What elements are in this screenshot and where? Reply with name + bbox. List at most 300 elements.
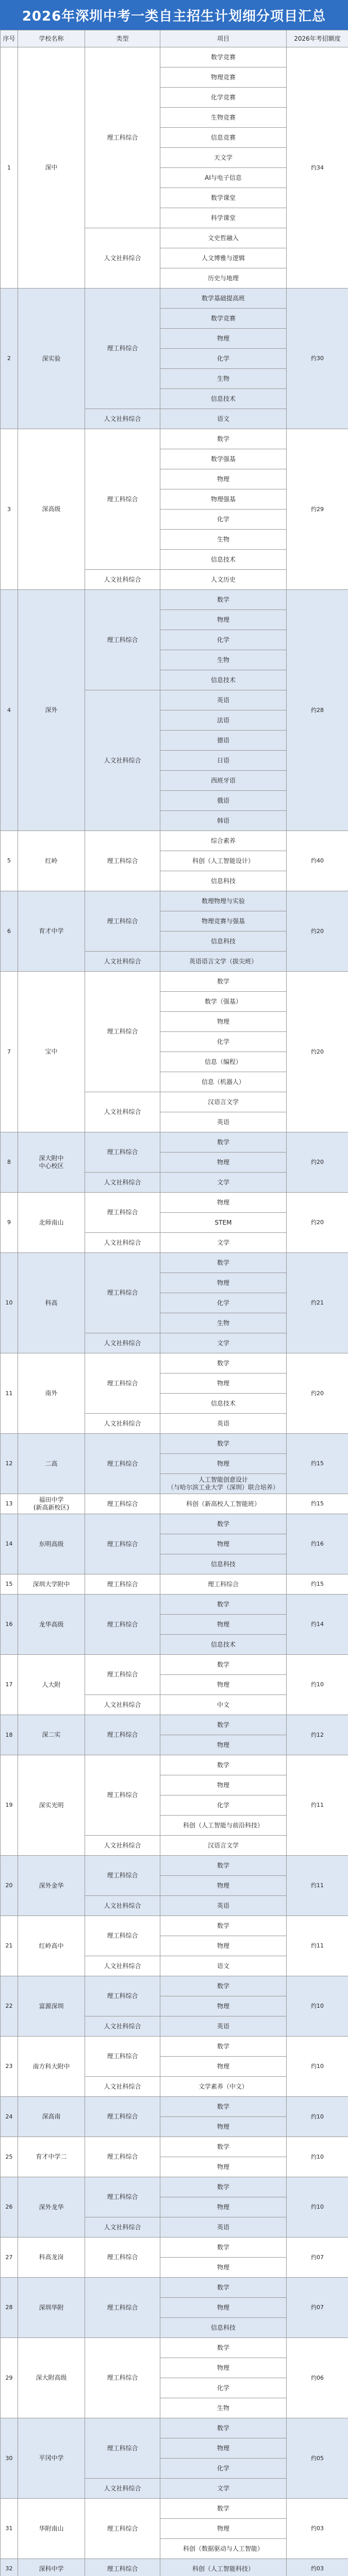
category-cell: 人文社科综合 xyxy=(85,1956,160,1976)
quota-cell: 约11 xyxy=(287,1755,348,1856)
header-row xyxy=(1,30,348,47)
item-cell: 英语 xyxy=(160,2016,287,2037)
school-name: 南外 xyxy=(18,1353,85,1434)
table-row xyxy=(1,1715,348,1735)
item-cell: 化学 xyxy=(160,349,287,369)
school-number: 30 xyxy=(1,2418,18,2499)
school-name: 南方科大附中 xyxy=(18,2037,85,2097)
table-row xyxy=(1,2499,348,2519)
category-cell: 理工科综合 xyxy=(85,1574,160,1595)
school-number: 15 xyxy=(1,1574,18,1595)
item-cell: 物理 xyxy=(160,2157,287,2177)
item-cell: 生物 xyxy=(160,1313,287,1333)
table-row xyxy=(1,2177,348,2197)
item-cell: 数学 xyxy=(160,2278,287,2298)
school-name: 科高 xyxy=(18,1253,85,1353)
category-cell: 人文社科综合 xyxy=(85,1695,160,1715)
category-cell: 理工科综合 xyxy=(85,2097,160,2137)
table-row xyxy=(1,1253,348,1273)
item-cell: 生物 xyxy=(160,369,287,389)
category-cell: 理工科综合 xyxy=(85,1514,160,1574)
item-cell: 生物 xyxy=(160,530,287,550)
item-cell: 物理 xyxy=(160,2519,287,2539)
table-row xyxy=(1,289,348,309)
item-cell: 数学 xyxy=(160,1253,287,1273)
school-name: 育才中学 xyxy=(18,891,85,972)
school-name: 华附南山 xyxy=(18,2499,85,2559)
item-cell: 科创（数据驱动与人工智能） xyxy=(160,2539,287,2559)
item-cell: 物理 xyxy=(160,1012,287,1032)
school-number: 11 xyxy=(1,1353,18,1434)
item-cell: 英语 xyxy=(160,690,287,710)
item-cell: 数学强基 xyxy=(160,449,287,469)
table-row xyxy=(1,2137,348,2157)
category-cell: 理工科综合 xyxy=(85,1132,160,1173)
table-row xyxy=(1,590,348,610)
school-number: 21 xyxy=(1,1916,18,1976)
item-cell: 物理 xyxy=(160,610,287,630)
category-cell: 理工科综合 xyxy=(85,1715,160,1755)
item-cell: 数学竞赛 xyxy=(160,309,287,329)
item-cell: 信息科技 xyxy=(160,1554,287,1574)
quota-cell: 约20 xyxy=(287,972,348,1132)
category-cell: 理工科综合 xyxy=(85,2137,160,2177)
table-row xyxy=(1,1574,348,1595)
category-cell: 人文社科综合 xyxy=(85,1233,160,1253)
item-cell: 信息竞赛 xyxy=(160,128,287,148)
item-cell: AI与电子信息 xyxy=(160,168,287,188)
item-cell: 汉语言文学 xyxy=(160,1092,287,1112)
item-cell: 信息科技 xyxy=(160,931,287,952)
item-cell: 物理 xyxy=(160,1534,287,1554)
item-cell: 化学 xyxy=(160,630,287,650)
header-no: 序号 xyxy=(1,30,18,47)
quota-cell: 约29 xyxy=(287,429,348,590)
item-cell: 科创（人工智能科技） xyxy=(160,2559,287,2576)
table-row xyxy=(1,891,348,911)
school-number: 18 xyxy=(1,1715,18,1755)
item-cell: 生物 xyxy=(160,2398,287,2418)
item-cell: 数学 xyxy=(160,2037,287,2057)
school-number: 26 xyxy=(1,2177,18,2238)
table-row xyxy=(1,1132,348,1153)
item-cell: 德语 xyxy=(160,731,287,751)
category-cell: 人文社科综合 xyxy=(85,1173,160,1193)
item-cell: 化学竞赛 xyxy=(160,88,287,108)
quota-cell: 约10 xyxy=(287,2137,348,2177)
header-quota: 2026年考招额度 xyxy=(287,30,348,47)
table-row xyxy=(1,1434,348,1454)
item-cell: 数学 xyxy=(160,1353,287,1374)
table-row xyxy=(1,1755,348,1775)
category-cell: 人文社科综合 xyxy=(85,1896,160,1916)
table-row xyxy=(1,2037,348,2057)
item-cell: 生物竞赛 xyxy=(160,108,287,128)
header-type: 类型 xyxy=(85,30,160,47)
category-cell: 理工科综合 xyxy=(85,2177,160,2217)
school-number: 13 xyxy=(1,1494,18,1514)
quota-cell: 约20 xyxy=(287,891,348,972)
quota-cell: 约10 xyxy=(287,2097,348,2137)
school-name: 红岭 xyxy=(18,831,85,891)
item-cell: 物理 xyxy=(160,1735,287,1755)
quota-cell: 约11 xyxy=(287,1916,348,1976)
quota-cell: 约30 xyxy=(287,289,348,429)
item-cell: 理工科综合 xyxy=(160,1574,287,1595)
quota-cell: 约15 xyxy=(287,1574,348,1595)
category-cell: 理工科综合 xyxy=(85,972,160,1092)
school-number: 17 xyxy=(1,1655,18,1715)
category-cell: 理工科综合 xyxy=(85,429,160,570)
school-name: 东明高级 xyxy=(18,1514,85,1574)
item-cell: 信息科技 xyxy=(160,2318,287,2338)
table-row xyxy=(1,1976,348,1996)
item-cell: 数学 xyxy=(160,2238,287,2258)
quota-cell: 约10 xyxy=(287,2177,348,2238)
category-cell: 理工科综合 xyxy=(85,2559,160,2576)
item-cell: 人工智能创意设计 （与哈尔滨工业大学（深圳）联合培养） xyxy=(160,1474,287,1494)
item-cell: 数学 xyxy=(160,1976,287,1996)
quota-cell: 约07 xyxy=(287,2278,348,2338)
school-number: 6 xyxy=(1,891,18,972)
item-cell: STEM xyxy=(160,1213,287,1233)
item-cell: 数学 xyxy=(160,429,287,449)
school-number: 25 xyxy=(1,2137,18,2177)
item-cell: 物理 xyxy=(160,1775,287,1795)
item-cell: 韩语 xyxy=(160,811,287,831)
table-row xyxy=(1,1916,348,1936)
category-cell: 人文社科综合 xyxy=(85,1836,160,1856)
school-name: 二高 xyxy=(18,1434,85,1494)
school-name: 人大附 xyxy=(18,1655,85,1715)
quota-cell: 约20 xyxy=(287,1132,348,1193)
item-cell: 物理 xyxy=(160,2197,287,2217)
item-cell: 数学 xyxy=(160,1715,287,1735)
quota-cell: 约20 xyxy=(287,1353,348,1434)
school-name: 深高级 xyxy=(18,429,85,590)
header-item: 项目 xyxy=(160,30,287,47)
category-cell: 理工科综合 xyxy=(85,1856,160,1896)
item-cell: 文学 xyxy=(160,1333,287,1353)
quota-cell: 约12 xyxy=(287,1715,348,1755)
table-row xyxy=(1,47,348,67)
schools-table xyxy=(0,30,348,2576)
quota-cell: 约40 xyxy=(287,831,348,891)
category-cell: 理工科综合 xyxy=(85,1253,160,1333)
item-cell: 数学 xyxy=(160,1132,287,1153)
item-cell: 物理竞赛与强基 xyxy=(160,911,287,931)
category-cell: 理工科综合 xyxy=(85,2418,160,2479)
quota-cell: 约05 xyxy=(287,2418,348,2499)
quota-cell: 约03 xyxy=(287,2499,348,2559)
item-cell: 数学 xyxy=(160,1595,287,1615)
table-row xyxy=(1,831,348,851)
school-number: 22 xyxy=(1,1976,18,2037)
category-cell: 理工科综合 xyxy=(85,1916,160,1956)
category-cell: 理工科综合 xyxy=(85,2278,160,2338)
item-cell: 信息技术 xyxy=(160,1635,287,1655)
school-number: 27 xyxy=(1,2238,18,2278)
category-cell: 理工科综合 xyxy=(85,2037,160,2077)
item-cell: 英语 xyxy=(160,2217,287,2238)
table-row xyxy=(1,1353,348,1374)
item-cell: 历史与地理 xyxy=(160,268,287,289)
category-cell: 人文社科综合 xyxy=(85,2077,160,2097)
school-name: 红岭高中 xyxy=(18,1916,85,1976)
school-name: 深外金华 xyxy=(18,1856,85,1916)
table-row xyxy=(1,2278,348,2298)
school-number: 2 xyxy=(1,289,18,429)
item-cell: 物理 xyxy=(160,1153,287,1173)
category-cell: 理工科综合 xyxy=(85,1595,160,1655)
school-number: 31 xyxy=(1,2499,18,2559)
category-cell: 人文社科综合 xyxy=(85,2479,160,2499)
item-cell: 信息技术 xyxy=(160,550,287,570)
item-cell: 法语 xyxy=(160,710,287,731)
item-cell: 信息技术 xyxy=(160,670,287,690)
table-row xyxy=(1,972,348,992)
category-cell: 理工科综合 xyxy=(85,47,160,228)
quota-cell: 约14 xyxy=(287,1595,348,1655)
school-name: 深二实 xyxy=(18,1715,85,1755)
quota-cell: 约03 xyxy=(287,2559,348,2576)
school-number: 8 xyxy=(1,1132,18,1193)
school-name: 深高南 xyxy=(18,2097,85,2137)
school-number: 12 xyxy=(1,1434,18,1494)
item-cell: 信息（机器人） xyxy=(160,1072,287,1092)
item-cell: 科创（人工智能设计） xyxy=(160,851,287,871)
school-name: 福田中学 (新高新校区) xyxy=(18,1494,85,1514)
item-cell: 物理 xyxy=(160,1273,287,1293)
quota-cell: 约16 xyxy=(287,1514,348,1574)
item-cell: 文学 xyxy=(160,1173,287,1193)
category-cell: 人文社科综合 xyxy=(85,1092,160,1132)
item-cell: 物理 xyxy=(160,1193,287,1213)
quota-cell: 约10 xyxy=(287,2037,348,2097)
school-name: 深外龙华 xyxy=(18,2177,85,2238)
school-name: 科高龙岗 xyxy=(18,2238,85,2278)
category-cell: 人文社科综合 xyxy=(85,2217,160,2238)
school-name: 深圳大学附中 xyxy=(18,1574,85,1595)
item-cell: 人文历史 xyxy=(160,570,287,590)
item-cell: 物理 xyxy=(160,329,287,349)
school-number: 4 xyxy=(1,590,18,831)
item-cell: 综合素养 xyxy=(160,831,287,851)
school-number: 20 xyxy=(1,1856,18,1916)
item-cell: 数学 xyxy=(160,972,287,992)
item-cell: 物理强基 xyxy=(160,489,287,510)
quota-cell: 约28 xyxy=(287,590,348,831)
category-cell: 理工科综合 xyxy=(85,2338,160,2418)
item-cell: 化学 xyxy=(160,510,287,530)
school-number: 9 xyxy=(1,1193,18,1253)
item-cell: 数学 xyxy=(160,2137,287,2157)
item-cell: 数学 xyxy=(160,2499,287,2519)
category-cell: 理工科综合 xyxy=(85,2499,160,2559)
category-cell: 理工科综合 xyxy=(85,1353,160,1414)
school-name: 深外 xyxy=(18,590,85,831)
header-school: 学校名称 xyxy=(18,30,85,47)
item-cell: 化学 xyxy=(160,2378,287,2398)
item-cell: 数学 xyxy=(160,1755,287,1775)
item-cell: 物理 xyxy=(160,2298,287,2318)
school-name: 深实验 xyxy=(18,289,85,429)
item-cell: 科学课堂 xyxy=(160,208,287,228)
item-cell: 物理 xyxy=(160,2117,287,2137)
category-cell: 人文社科综合 xyxy=(85,570,160,590)
quota-cell: 约15 xyxy=(287,1434,348,1494)
school-number: 32 xyxy=(1,2559,18,2576)
category-cell: 理工科综合 xyxy=(85,1755,160,1836)
item-cell: 数学 xyxy=(160,2177,287,2197)
item-cell: 英语 xyxy=(160,1112,287,1132)
category-cell: 人文社科综合 xyxy=(85,1333,160,1353)
school-name: 宝中 xyxy=(18,972,85,1132)
item-cell: 人文博雅与逻辑 xyxy=(160,248,287,268)
category-cell: 理工科综合 xyxy=(85,1655,160,1695)
item-cell: 化学 xyxy=(160,1795,287,1816)
item-cell: 化学 xyxy=(160,1032,287,1052)
item-cell: 汉语言文学 xyxy=(160,1836,287,1856)
school-name: 深大附中 中心校区 xyxy=(18,1132,85,1193)
school-number: 16 xyxy=(1,1595,18,1655)
page-title: 2026年深圳中考一类自主招生计划细分项目汇总 xyxy=(0,0,348,30)
quota-cell: 约10 xyxy=(287,1976,348,2037)
quota-cell: 约06 xyxy=(287,2338,348,2418)
item-cell: 文学素养（中文） xyxy=(160,2077,287,2097)
item-cell: 物理 xyxy=(160,1996,287,2016)
category-cell: 人文社科综合 xyxy=(85,2016,160,2037)
item-cell: 物理 xyxy=(160,1454,287,1474)
item-cell: 数学 xyxy=(160,1916,287,1936)
item-cell: 化学 xyxy=(160,1293,287,1313)
item-cell: 信息技术 xyxy=(160,1394,287,1414)
item-cell: 数学 xyxy=(160,1514,287,1534)
category-cell: 理工科综合 xyxy=(85,1976,160,2016)
school-number: 7 xyxy=(1,972,18,1132)
school-number: 23 xyxy=(1,2037,18,2097)
item-cell: 语文 xyxy=(160,1956,287,1976)
item-cell: 物理 xyxy=(160,2358,287,2378)
table-row xyxy=(1,1856,348,1876)
item-cell: 物理 xyxy=(160,1876,287,1896)
table-row xyxy=(1,1595,348,1615)
quota-cell: 约20 xyxy=(287,1193,348,1253)
item-cell: 中文 xyxy=(160,1695,287,1715)
quota-cell: 约34 xyxy=(287,47,348,289)
item-cell: 数学 xyxy=(160,2097,287,2117)
item-cell: 物理 xyxy=(160,1615,287,1635)
school-name: 育才中学二 xyxy=(18,2137,85,2177)
school-number: 5 xyxy=(1,831,18,891)
item-cell: 数学课堂 xyxy=(160,188,287,208)
school-number: 24 xyxy=(1,2097,18,2137)
item-cell: 物理 xyxy=(160,2258,287,2278)
item-cell: 数学 xyxy=(160,1856,287,1876)
school-number: 14 xyxy=(1,1514,18,1574)
item-cell: 数学基础提高班 xyxy=(160,289,287,309)
school-number: 29 xyxy=(1,2338,18,2418)
school-name: 深大附高级 xyxy=(18,2338,85,2418)
school-name: 富源深圳 xyxy=(18,1976,85,2037)
quota-cell: 约07 xyxy=(287,2238,348,2278)
table-row xyxy=(1,1193,348,1213)
table-body xyxy=(1,47,348,2576)
table-row xyxy=(1,2097,348,2117)
quota-cell: 约11 xyxy=(287,1856,348,1916)
school-number: 19 xyxy=(1,1755,18,1856)
item-cell: 文学 xyxy=(160,2479,287,2499)
quota-cell: 约10 xyxy=(287,1655,348,1715)
category-cell: 人文社科综合 xyxy=(85,409,160,429)
item-cell: 数学 xyxy=(160,1434,287,1454)
table-row xyxy=(1,429,348,449)
category-cell: 理工科综合 xyxy=(85,1434,160,1494)
item-cell: 英语语言文学（拔尖班） xyxy=(160,952,287,972)
item-cell: 俄语 xyxy=(160,791,287,811)
school-name: 深圳华附 xyxy=(18,2278,85,2338)
quota-cell: 约15 xyxy=(287,1494,348,1514)
item-cell: 物理 xyxy=(160,2438,287,2459)
item-cell: 数学 xyxy=(160,1655,287,1675)
item-cell: 文学 xyxy=(160,1233,287,1253)
category-cell: 理工科综合 xyxy=(85,831,160,891)
table-row xyxy=(1,2338,348,2358)
category-cell: 理工科综合 xyxy=(85,289,160,409)
table-row xyxy=(1,1655,348,1675)
school-name: 深科中学 xyxy=(18,2559,85,2576)
school-name: 龙华高级 xyxy=(18,1595,85,1655)
item-cell: 物理 xyxy=(160,1675,287,1695)
table-row xyxy=(1,2238,348,2258)
item-cell: 数学（强基） xyxy=(160,992,287,1012)
category-cell: 人文社科综合 xyxy=(85,228,160,289)
item-cell: 科创（新高校人工智能班） xyxy=(160,1494,287,1514)
item-cell: 物理 xyxy=(160,469,287,489)
category-cell: 理工科综合 xyxy=(85,590,160,690)
item-cell: 信息科技 xyxy=(160,871,287,891)
school-number: 28 xyxy=(1,2278,18,2338)
school-number: 1 xyxy=(1,47,18,289)
item-cell: 西班牙语 xyxy=(160,771,287,791)
item-cell: 英语 xyxy=(160,1414,287,1434)
category-cell: 人文社科综合 xyxy=(85,690,160,831)
table-row xyxy=(1,2559,348,2576)
item-cell: 文史哲融入 xyxy=(160,228,287,248)
category-cell: 理工科综合 xyxy=(85,1494,160,1514)
item-cell: 数理物理与实验 xyxy=(160,891,287,911)
item-cell: 化学 xyxy=(160,2459,287,2479)
item-cell: 数学 xyxy=(160,2338,287,2358)
item-cell: 英语 xyxy=(160,1896,287,1916)
item-cell: 语文 xyxy=(160,409,287,429)
school-name: 深实光明 xyxy=(18,1755,85,1856)
school-number: 3 xyxy=(1,429,18,590)
item-cell: 信息技术 xyxy=(160,389,287,409)
school-name: 北师南山 xyxy=(18,1193,85,1253)
category-cell: 理工科综合 xyxy=(85,1193,160,1233)
item-cell: 信息（编程） xyxy=(160,1052,287,1072)
item-cell: 物理 xyxy=(160,1936,287,1956)
item-cell: 数学 xyxy=(160,590,287,610)
quota-cell: 约21 xyxy=(287,1253,348,1353)
item-cell: 科创（人工智能与前沿科技） xyxy=(160,1816,287,1836)
item-cell: 物理 xyxy=(160,2057,287,2077)
item-cell: 生物 xyxy=(160,650,287,670)
item-cell: 数学 xyxy=(160,2418,287,2438)
category-cell: 理工科综合 xyxy=(85,2238,160,2278)
school-number: 10 xyxy=(1,1253,18,1353)
